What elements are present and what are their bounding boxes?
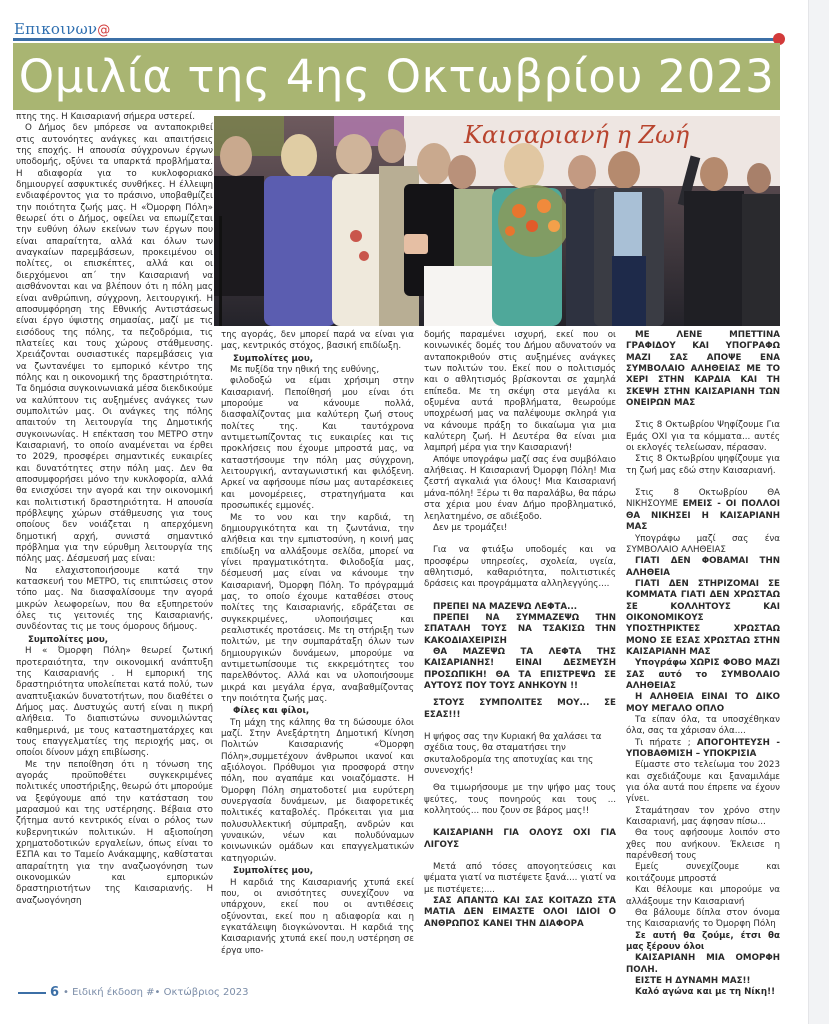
paragraph: της αγοράς, δεν μπορεί παρά να είναι για μας, κεντρικός στόχος, βασική επιδίωξη.	[221, 330, 414, 352]
at-symbol-icon: @	[97, 23, 111, 38]
emphasis-line: ΣΑΣ ΑΠΑΝΤΩ ΚΑΙ ΣΑΣ ΚΟΙΤΑΖΩ ΣΤΑ ΜΑΤΙΑ ΔΕΝ ΕΙΜΑΣΤΕ ΟΛΟΙ ΙΔΙΟΙ Ο ΑΝΘΡΩΠΟΣ ΚΑΝΕΙ ΤΗΝ ΔΙΑΦΟΡΑ	[424, 896, 616, 929]
article-column-4	[626, 330, 780, 999]
emphasis-text: ΕΜΕΙΣ - ΟΙ ΠΟΛΛΟΙ ΘΑ ΝΙΚΗΣΕΙ Η ΚΑΙΣΑΡΙΑΝΗ ΜΑΣ	[626, 499, 780, 533]
emphasis-line: ΓΙΑΤΙ ΔΕΝ ΣΤΗΡΙΖΟΜΑΙ ΣΕ ΚΟΜΜΑΤΑ ΓΙΑΤΙ ΔΕΝ ΧΡΩΣΤΑΩ ΣΕ ΚΟΛΛΗΤΟΥΣ ΚΑΙ ΟΙΚΟΝΟΜΙΚΟΥΣ ΥΠΟΣΤΗΡΙΚΤΕΣ ΧΡΩΣΤΑΩ ΜΟΝΟ ΣΕ ΕΣΑΣ ΧΡΩΣΤΑΩ ΣΤΗΝ ΚΑΙΣΑΡΙΑΝΗ ΜΑΣ	[626, 578, 780, 657]
subheading: Φίλες και φίλοι,	[233, 706, 310, 717]
emphasis-line: ΠΡΕΠΕΙ ΝΑ ΣΥΜΜΑΖΕΨΩ ΤΗΝ ΣΠΑΤΑΛΗ ΤΟΥΣ ΝΑ ΤΣΑΚΙΣΩ ΤΗΝ ΚΑΚΟΔΙΑΧΕΙΡΙΣΗ	[424, 612, 616, 646]
emphasis-line: Σε αυτή θα ζούμε, έτσι θα μας ξέρουν όλοι	[626, 930, 780, 952]
article-column-2	[221, 330, 414, 957]
paragraph: Με την πεποίθηση ότι η τόνωση της αγοράς προϋποθέτει συγκεκριμένες πολιτικές υποστήριξης, θεωρώ ότι μπορούμε να ξεφύγουμε από την κατάσταση του μαρασμού και της υστέρησης. Βέβαια στο ζήτημα αυτό κεντρικός είναι ο ρόλος των κυβερνητικών πολιτικών. Η αξιοποίηση χρηματοδοτικών εργαλείων, όπως είναι το ΕΣΠΑ και το Ταμείο Ανάκαμψης, καθίσταται απαραίτητη για την αναζωογόνηση των οικονομικών και εμπορικών δραστηριοτήτων της Καισαριανής. Η αναζωογόνηση	[16, 759, 213, 906]
article-column-1	[16, 112, 213, 907]
paragraph	[626, 738, 780, 761]
paragraph: Η καρδιά της Καισαριανής χτυπά εκεί που, οι ανισότητες συνεχίζουν να υπάρχουν, εκεί που οι αντιθέσεις οξύνονται, εκεί που η αδιαφορία και η εγκατάλειψη διογκώνονται. Η καρδιά της Καισαριανής χτυπά εκεί που,η υστέρηση σε έργα υπο-	[221, 877, 414, 956]
paragraph: πτης της. Η Καισαριανή σήμερα υστερεί.	[16, 112, 195, 122]
paragraph: Μετά από τόσες απογοητεύσεις και ψέματα γιατί να πιστέψετε ξανά.... γιατί να με πιστέψετε;....	[424, 862, 616, 895]
paragraph: Η ψήφος σας την Κυριακή θα χαλάσει τα σχέδια τους, θα σταματήσει την σκυταλοδρομία της αποτυχίας και της συνενοχής!	[424, 732, 602, 777]
emphasis-text: ΑΠΟΓΟΗΤΕΥΣΗ - ΥΠΟΒΑΘΜΙΣΗ – ΥΠΟΚΡΙΣΙΑ	[626, 737, 780, 760]
paragraph-text: Στις 8 Οκτωβρίου ΘΑ ΝΙΚΗΣΟΥΜΕ	[626, 488, 780, 510]
paragraph: Ο Δήμος δεν μπόρεσε να ανταποκριθεί στις αυτονόητες ανάγκες και απαιτήσεις της εποχής. Η απουσία σύγχρονων έργων υποδομής, οξύνει τα υπαρκτά προβλήματα. Η αδιαφορία για το κυκλοφοριακό δημιουργεί ασφυκτικές συνθήκες. Η έλλειψη ενδιαφέροντος για το πράσινο, υποβαθμίζει την ποιότητα ζωής μας. Η «Όμορφη Πόλη» θεωρεί ότι ο Δήμος, οφείλει να επωμίζεται την ευθύνη όλων εκείνων των έργων που είναι απαραίτητα, αλλά και όλων των αναγκαίων παρεμβάσεων, προκειμένου οι πολίτες, οι επισκέπτες, αλλά και οι διερχόμενοι απ΄ την Καισαριανή να αισθάνονται και να βλέπουν ότι η πόλη μας είναι ανθρώπινη, σύγχρονη, λειτουργική. Η αποσυμφόρηση της Εθνικής Αντιστάσεως είναι έργο ύψιστης σημασίας, μαζί με τις εισόδους της πόλης, τα πεζοδρόμια, τις πλατείες και τους χώρους στάθμευσης. Χρειάζονται ουσιαστικές παρεμβάσεις για να ζωντανέψει το εμπορικό κέντρο της πόλης και η οικονομική της δραστηριότητα. Τα δημόσια συγκοινωνιακά μέσα διεκδικούμε να καλύπτουν τις αυξημένες ανάγκες των συμπολιτών μας. Οι ανάγκες της πόλης απαιτούν τη λειτουργία της Δημοτικής συγκοινωνίας. Η επέκταση του ΜΕΤΡΟ στην Καισαριανή, το οποίο αναμένεται να έρθει το 2029, προσφέρει σημαντικές ευκαιρίες και δυνατότητες στην πόλη μας. Δεν θα αποσυμφορήσει μόνο την κυκλοφορία, αλλά θα ενισχύσει την αγορά και την οικονομική και πολιτιστική δραστηριότητα. Η απουσία πρόβλεψης χώρων στάθμευσης για τους οποίους δεν νοιάζεται η απερχόμενη δημοτική αρχή, συνιστά σημαντικό πρόβλημα για την εύρυθμη λειτουργία της πόλης μας. Δέσμευσή μας είναι:	[16, 123, 213, 565]
emphasis-line: Η ΑΛΗΘΕΙΑ ΕΙΝΑΙ ΤΟ ΔΙΚΟ ΜΟΥ ΜΕΓΑΛΟ ΟΠΛΟ	[626, 692, 780, 714]
paragraph: Δεν με τρομάζει!	[433, 522, 508, 533]
emphasis-line: ΕΙΣΤΕ Η ΔΥΝΑΜΗ ΜΑΣ!!	[635, 975, 751, 986]
paragraph: Θα βάλουμε δίπλα στον όνομα της Καισαριανής το Όμορφη Πόλη	[626, 907, 780, 930]
paragraph: Με πυξίδα την ηθική της ευθύνης,	[230, 365, 380, 376]
article-title: Ομιλία της 4ης Οκτωβρίου 2023	[18, 50, 775, 103]
paragraph: Εμείς συνεχίζουμε και κοιτάζουμε μπροστά	[626, 862, 780, 884]
emphasis-line: Υπογράφω ΧΩΡΙΣ ΦΟΒΟ ΜΑΖΙ ΣΑΣ αυτό το ΣΥΜΒΟΛΑΙΟ ΑΛΗΘΕΙΑΣ	[626, 658, 780, 691]
subheading: Συμπολίτες μου,	[28, 634, 108, 645]
emphasis-line: ΘΑ ΜΑΖΕΨΩ ΤΑ ΛΕΦΤΑ ΤΗΣ ΚΑΙΣΑΡΙΑΝΗΣ! ΕΙΝΑΙ ΔΕΣΜΕΥΣΗ ΠΡΟΣΩΠΙΚΗ! ΘΑ ΤΑ ΕΠΙΣΤΡΕΨΩ ΣΕ ΑΥΤΟΥΣ ΠΟΥ ΤΟΥΣ ΑΝΗΚΟΥΝ !!	[424, 646, 616, 691]
section-label-text: Επικοινων	[14, 20, 98, 38]
paragraph: δομής παραμένει ισχυρή, εκεί που οι κοινωνικές δομές του Δήμου αδυνατούν να ανταποκριθούν στις αυξημένες ανάγκες των πολιτών του. Εκεί που ο πολιτισμός και ο αθλητισμός βρίσκονται σε χαμηλά επίπεδα. Με τη σκέψη στα μεγάλα κι οξυμένα αυτά προβλήματα, θεωρούμε υποχρέωσή μας να παλέψουμε σκληρά για να κάνουμε πράξη το δικαίωμα για μια καλύτερη ζωή. Η Δευτέρα θα είναι μια λαμπρή μέρα για την Καισαριανή!	[424, 330, 616, 454]
article-column-3	[424, 330, 616, 930]
paragraph: Θα τιμωρήσουμε με την ψήφο μας τους ψεύτες, τους πονηρούς και τους ... κολλητούς... που ζουν σε βάρος μας!!	[424, 783, 616, 817]
subheading: Συμπολίτες μου,	[233, 353, 313, 364]
paragraph: Τη μάχη της κάλπης θα τη δώσουμε όλοι μαζί. Στην Ανεξάρτητη Δημοτική Κίνηση Πολιτών Καισαριανής «Όμορφη Πόλη»,συμμετέχουν άνθρωποι ικανοί και αξιόλογοι. Πρόθυμοι για προσφορά στην πόλη, που αγαπάμε και νοιαζόμαστε. Η Όμορφη Πόλη σηματοδοτεί μια ευρύτερη συνεργασία δυνάμεων, με διαφορετικές πολιτικές καταβολές. Πρόκειται για μια πολυσυλλεκτική σύμπραξη, ανδρών και γυναικών, νέων και πολυδύναμων κοινωνικών ομάδων και επαγγελματικών κατηγοριών.	[221, 717, 414, 864]
paragraph: Είμαστε στο τελείωμα του 2023 και σχεδιάζουμε και ξαναμιλάμε για όλα αυτά που έπρεπε να έχουν γίνει.	[626, 760, 780, 805]
paragraph: Σταμάτησαν τον χρόνο στην Καισαριανή, μας άφησαν πίσω...	[626, 805, 780, 828]
paragraph: Και θέλουμε και μπορούμε να αλλάξουμε την Καισαριανή	[626, 885, 780, 907]
paragraph: Υπογράφω μαζί σας ένα ΣΥΜΒΟΛΑΙΟ ΑΛΗΘΕΙΑΣ	[626, 533, 780, 555]
paragraph: Στις 8 Οκτωβρίου Ψηφίζουμε Για Εμάς ΟΧΙ για τα κόμματα... αυτές οι εκλογές τελείωσαν, πέρασαν.	[626, 420, 780, 454]
paragraph-text: Τι πήρατε ;	[635, 737, 691, 748]
paragraph: Στις 8 Οκτωβρίου ψηφίζουμε για τη ζωή μας εδώ στην Καισαριανή.	[626, 454, 780, 476]
emphasis-line: ΚΑΙΣΑΡΙΑΝΗ ΜΙΑ ΟΜΟΡΦΗ ΠΟΛΗ.	[626, 953, 780, 975]
footer-rule	[18, 992, 46, 994]
paragraph: Η « Όμορφη Πόλη» θεωρεί ζωτική προτεραιότητα, την οικονομική ανάπτυξη της Καισαριανής . Η εμπορική της δραστηριότητα υπολείπεται κατά πολύ, των αναπτυξιακών δυνατοτήτων, που διαθέτει ο Δήμος μας. Δυστυχώς αυτή είναι η πικρή αλήθεια. Το διαπιστώνω συνομιλώντας καθημερινά, με τους καταστηματάρχες και τους επαγγελματίες της περιοχής μας, οι οποίοι δίνουν μάχη επιβίωσης.	[16, 646, 213, 759]
event-photo	[214, 116, 780, 326]
subheading: Συμπολίτες μου,	[233, 866, 313, 877]
page-footer	[18, 985, 248, 1000]
page-number: 6	[50, 985, 60, 1000]
title-banner	[13, 43, 780, 110]
emphasis-line: ΓΙΑΤΙ ΔΕΝ ΦΟΒΑΜΑΙ ΤΗΝ ΑΛΗΘΕΙΑ	[626, 556, 780, 578]
paragraph: Τα είπαν όλα, τα υποσχέθηκαν όλα, σας τα χάρισαν όλα....	[626, 715, 780, 737]
page-edge	[808, 0, 829, 1024]
paragraph: φιλοδοξώ να είμαι χρήσιμη στην Καισαριανή. Πεποίθησή μου είναι ότι μπορούμε να κάνουμε πολλά, διασφαλίζοντας μια καλύτερη ζωή στους πολίτες της. Και ταυτόχρονα αντιμετωπίζοντας τις ευκαιρίες και τις προκλήσεις που έχουμε μπροστά μας, να καταστήσουμε την πόλη μας σύγχρονη, λειτουργική, ανταγωνιστική και φιλόξενη. Αρκεί να αφήσουμε πίσω μας αυταρέσκειες και μονομέρειες, στρατηγήματα και προσωπικές εμμονές.	[221, 376, 414, 512]
emphasis-line: ΜΕ ΛΕΝΕ ΜΠΕΤΤΙΝΑ ΓΡΑΦΙΔΟΥ ΚΑΙ ΥΠΟΓΡΑΦΩ ΜΑΖΙ ΣΑΣ ΑΠΟΨΕ ΕΝΑ ΣΥΜΒΟΛΑΙΟ ΑΛΗΘΕΙΑΣ ΜΕ ΤΟ ΧΕΡΙ ΣΤΗΝ ΚΑΡΔΙΑ ΚΑΙ ΤΗ ΣΚΕΨΗ ΣΤΗΝ ΚΑΙΣΑΡΙΑΝΗ ΤΩΝ ΟΝΕΙΡΩΝ ΜΑΣ	[626, 330, 780, 409]
emphasis-line: ΠΡΕΠΕΙ ΝΑ ΜΑΖΕΨΩ ΛΕΦΤΑ...	[433, 601, 578, 612]
section-label	[14, 20, 110, 38]
paragraph: Με το νου και την καρδιά, τη δημιουργικότητα και τη ζωντάνια, την αλήθεια και την εμπιστοσύνη, η κοινή μας επιδίωξη να αλλάξουμε σελίδα, μπορεί να γίνει πραγματικότητα. Φιλοδοξία μας, δέσμευσή μας είναι να κάνουμε την Καισαριανή, Όμορφη Πόλη. Το πρόγραμμά μας, το οποίο έχουμε καταθέσει στους πολίτες της Καισαριανής, εδράζεται σε συγκεκριμένες, υλοποιήσιμες και ρεαλιστικές προτάσεις. Με τη στήριξη των πολιτών, με την συμπαράταξη όλων των δημιουργικών δυνάμεων, μπορούμε να αντιμετωπίσουμε τις εκκρεμότητες του παρελθόντος. Αλλά και να υλοποιήσουμε μικρά και μεγάλα έργα, αναβαθμίζοντας την ποιότητα ζωής μας.	[221, 512, 414, 704]
paragraph: Για να φτιάξω υποδομές και να προσφέρω υπηρεσίες, σχολεία, υγεία, αθλητισμό, καθαριότητα, πολιτιστικές δράσεις και προγράμματα αλληλεγγύης....	[424, 545, 616, 590]
paragraph: Απόψε υπογράφω μαζί σας ένα συμβόλαιο αλήθειας. Η Καισαριανή Όμορφη Πόλη! Μια ζεστή αγκαλιά για όλους! Μια Καισαριανή μάνα-πόλη! Ξέρω τι θα παραλάβω, θα πάρω στα χέρια μου έναν Δήμο προβληματικό, λεηλατημένο, σε αδιέξοδο.	[424, 454, 616, 522]
paragraph: Θα τους αφήσουμε λοιπόν στο χθες που ανήκουν. Έκλεισε η παρένθεσή τους	[626, 828, 780, 862]
edition-info: • Ειδική έκδοση #• Οκτώβριος 2023	[63, 987, 249, 998]
emphasis-line: ΣΤΟΥΣ ΣΥΜΠΟΛΙΤΕΣ ΜΟΥ... ΣΕ ΕΣΑΣ!!!	[424, 698, 616, 720]
emphasis-line: Καλό αγώνα και με τη Νίκη!!	[635, 987, 776, 998]
emphasis-line: ΚΑΙΣΑΡΙΑΝΗ ΓΙΑ ΟΛΟΥΣ ΟΧΙ ΓΙΑ ΛΙΓΟΥΣ	[424, 828, 616, 850]
paragraph	[626, 488, 780, 533]
header-rule	[13, 38, 779, 41]
paragraph: Να ελαχιστοποιήσουμε κατά την κατασκευή του ΜΕΤΡΟ, τις επιπτώσεις στον τόπο μας. Να διασφαλίσουμε την αγορά μικρών λεωφορείων, που θα εξυπηρετούν όλες τις γειτονιές της Καισαριανής, συνδέοντας τις με τους όμορους δήμους.	[16, 565, 213, 633]
banner-text: Καισαριανή η Ζωή	[464, 121, 690, 149]
